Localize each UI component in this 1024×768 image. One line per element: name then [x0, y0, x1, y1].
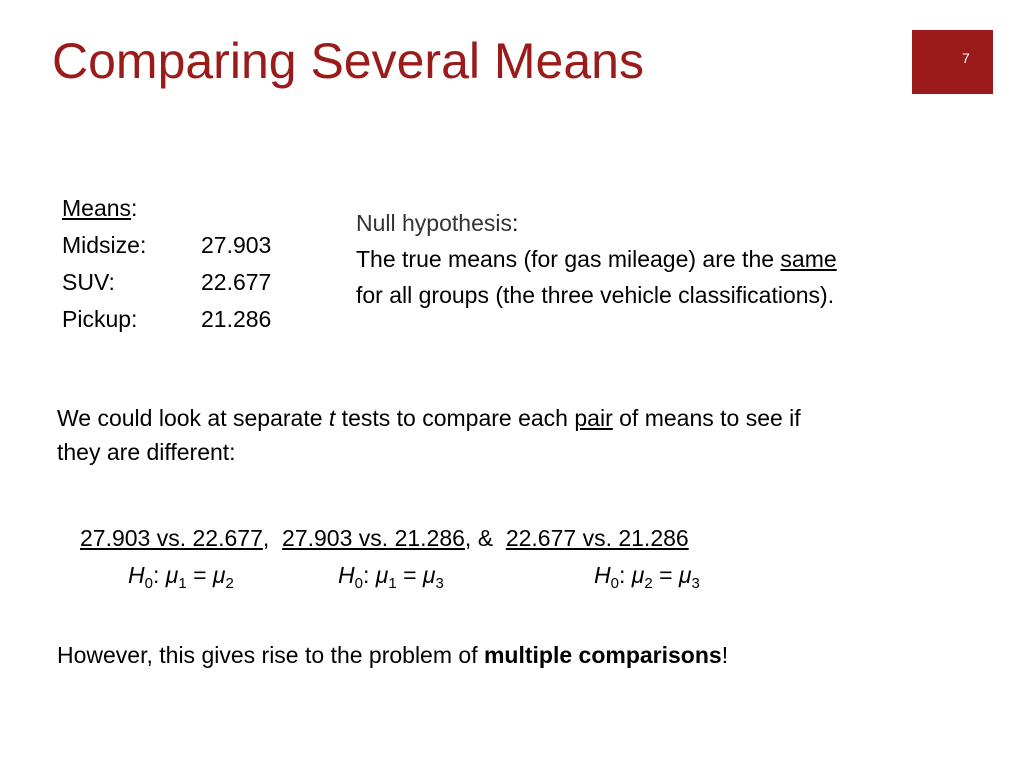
equals: =: [652, 562, 679, 588]
mu-subscript: 3: [435, 575, 444, 592]
page-number: 7: [962, 50, 970, 66]
means-heading-colon: :: [131, 195, 138, 221]
h-subscript: 0: [610, 575, 619, 592]
separate-tests-line1: [57, 401, 801, 435]
h-symbol: H: [338, 562, 355, 588]
null-hypothesis-block: [356, 205, 837, 313]
separate-tests-post: of means to see if: [612, 405, 801, 431]
null-line1-emphasis: same: [780, 246, 837, 272]
mu-symbol: μ: [631, 562, 645, 588]
comparison-sep-2: , &: [464, 525, 506, 551]
null-line1-text: The true means (for gas mileage) are the: [356, 246, 781, 272]
separate-tests-line2: they are different:: [57, 439, 236, 465]
comparison-sep-1: ,: [262, 525, 283, 551]
mu-subscript: 2: [644, 575, 653, 592]
hypothesis-3: [594, 562, 700, 592]
equals: =: [396, 562, 423, 588]
null-hypothesis-line2: for all groups (the three vehicle classifications).: [356, 282, 835, 308]
conclusion-pre: However, this gives rise to the problem of: [57, 642, 484, 668]
mu-subscript: 2: [225, 575, 234, 592]
separate-tests-pre: We could look at separate: [57, 405, 329, 431]
mu-subscript: 1: [388, 575, 397, 592]
mu-symbol: μ: [212, 562, 226, 588]
comparison-3: 22.677 vs. 21.286: [505, 525, 689, 551]
means-row-pickup: [62, 301, 271, 338]
means-value: 27.903: [201, 232, 272, 258]
means-label: SUV:: [62, 269, 115, 295]
mu-symbol: μ: [165, 562, 179, 588]
mu-symbol: μ: [678, 562, 692, 588]
comparison-1: 27.903 vs. 22.677: [80, 525, 263, 551]
multiple-comparisons-emphasis: multiple comparisons: [483, 642, 722, 668]
separate-tests-mid: tests to compare each: [335, 405, 575, 431]
means-value: 21.286: [201, 306, 272, 332]
means-row-midsize: [62, 227, 271, 264]
conclusion-paragraph: [57, 642, 728, 669]
h-symbol: H: [594, 562, 611, 588]
comparisons-line: [80, 524, 689, 554]
null-hypothesis-label: Null hypothesis: [356, 210, 512, 236]
mu-symbol: μ: [422, 562, 436, 588]
means-list: [62, 190, 271, 338]
null-hypothesis-line1: [356, 241, 837, 277]
h-symbol: H: [128, 562, 145, 588]
slide-title: Comparing Several Means: [52, 33, 644, 89]
means-row-suv: [62, 264, 271, 301]
equals: =: [186, 562, 213, 588]
pair-emphasis: pair: [574, 405, 613, 431]
h-subscript: 0: [144, 575, 153, 592]
mu-subscript: 3: [691, 575, 700, 592]
comparison-2: 27.903 vs. 21.286: [282, 525, 465, 551]
h-colon: :: [152, 562, 166, 588]
h-colon: :: [362, 562, 376, 588]
t-italic: t: [328, 405, 336, 431]
h-colon: :: [618, 562, 632, 588]
conclusion-post: !: [721, 642, 729, 668]
means-label: Pickup:: [62, 306, 138, 332]
null-hypothesis-colon: :: [511, 210, 519, 236]
separate-tests-paragraph: [57, 401, 801, 469]
means-value: 22.677: [201, 269, 272, 295]
mu-subscript: 1: [178, 575, 187, 592]
hypothesis-1: [128, 562, 234, 592]
h-subscript: 0: [354, 575, 363, 592]
page-number-badge: [912, 30, 993, 94]
mu-symbol: μ: [375, 562, 389, 588]
means-label: Midsize:: [62, 232, 147, 258]
null-hypothesis-heading: [356, 205, 837, 241]
means-heading: [62, 190, 271, 227]
hypothesis-2: [338, 562, 444, 592]
means-heading-label: Means: [62, 195, 132, 221]
